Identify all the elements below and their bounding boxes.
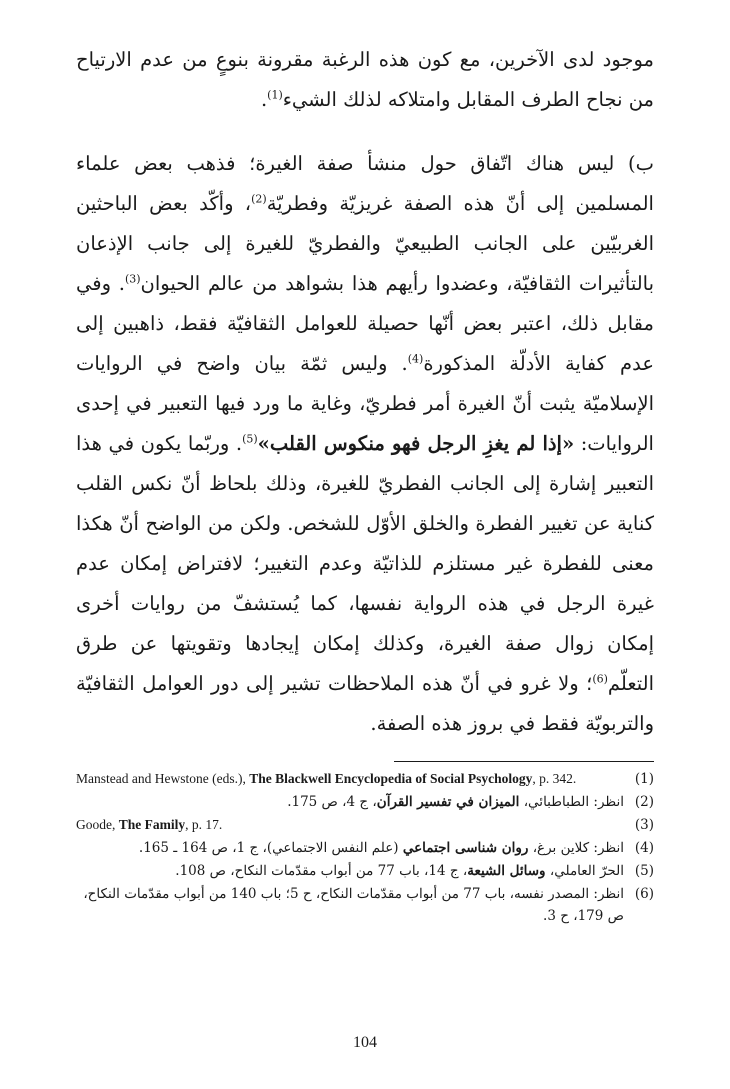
footnote-ref-2[interactable]: (2) [251,192,267,206]
footnote-number: (1) [634,771,654,787]
footnote-5: (5) الحرّ العاملي، وسائل الشيعة، ج 14، باب 77 من أبواب مقدّمات النكاح، ص 108. [76,860,654,882]
footnote-number: (3) [634,817,654,833]
footnote-number: (6) [634,886,654,902]
footnote-4: (4) انظر: كلاين برغ، روان شناسى اجتماعي (علم النفس الاجتماعي)، ج 1، ص 164 ـ 165. [76,837,654,859]
footnote-number: (2) [634,794,654,810]
footnote-ref-6[interactable]: (6) [592,672,608,686]
footnote-divider [394,761,654,762]
footnote-ref-3[interactable]: (3) [124,272,141,286]
main-text [76,40,654,744]
footnote-1: Manstead and Hewstone (eds.), The Blackwell Encyclopedia of Social Psychology, p. 342. (1) [76,768,654,790]
page-number: 104 [353,1034,377,1051]
footnote-ref-1[interactable]: (1) [267,88,283,102]
footnotes [76,768,654,928]
footnote-6: (6) انظر: المصدر نفسه، باب 77 من أبواب مقدّمات النكاح، ح 5؛ باب 140 من أبواب مقدّمات النكاح، ص 179، ح 3. [76,883,654,927]
footnote-ref-4[interactable]: (4) [407,352,424,366]
footnote-3: Goode, The Family, p. 17. (3) [76,814,654,836]
footnote-number: (5) [634,863,654,879]
footnote-2: (2) انظر: الطباطبائي، الميزان في تفسير القرآن، ج 4، ص 175. [76,791,654,813]
footnote-ref-5[interactable]: (5) [242,432,258,446]
paragraph-2: ب) ليس هناك اتّفاق حول منشأ صفة الغيرة؛ فذهب بعض علماء المسلمين إلى أنّ هذه الصفة غريزيّة وفطريّة$^{(2)}$، وأكّد بعض الباحثين الغربيّين على الجانب الطبيعيّ والفطريّ للغيرة إلى جانب الإذعان بالتأثيرات الثقافيّة، وعضدوا رأيهم هذا بشواهد من عالم الحيوان$^{(3)}$. وفي مقابل ذلك، اعتبر بعض أنّها حصيلة للعوامل الثقافيّة فقط، ذاهبين إلى عدم كفاية الأدلّة المذكورة$^{(4)}$. وليس ثمّة بيان واضح في الروايات الإسلاميّة يثبت أنّ الغيرة أمر فطريّ، وغاية ما ورد فيها التعبير في إحدى الروايات: «إذا لم يغزِ الرجل فهو منكوس القلب»$^{(5)}$. وربّما يكون في هذا التعبير إشارة إلى الجانب الفطريّ للغيرة، وذلك بلحاظ أنّ نكس القلب كناية عن تغيير الفطرة والخلق الأوّل للشخص. ولكن من الواضح أنّ هكذا معنى للفطرة غير مستلزم للذاتيّة وعدم التغيير؛ لافتراض إمكان عدم غيرة الرجل في هذه الرواية نفسها، كما يُستشفّ من روايات أخرى إمكان زوال صفة الغيرة، وكذلك إمكان إيجادها وتقويتها عن طرق التعلّم$^{(6)}$؛ ولا غرو في أنّ هذه الملاحظات تشير إلى دور العوامل الثقافيّة والتربويّة فقط في بروز هذه الصفة. [76,152,655,735]
footnote-number: (4) [634,840,654,856]
paragraph-1: موجود لدى الآخرين، مع كون هذه الرغبة مقرونة بنوعٍ من عدم الارتياح من نجاح الطرف المقابل وامتلاكه لذلك الشيء$^{(1)}$. [76,48,654,111]
hadith-quote: «إذا لم يغزِ الرجل فهو منكوس القلب» [257,432,575,455]
